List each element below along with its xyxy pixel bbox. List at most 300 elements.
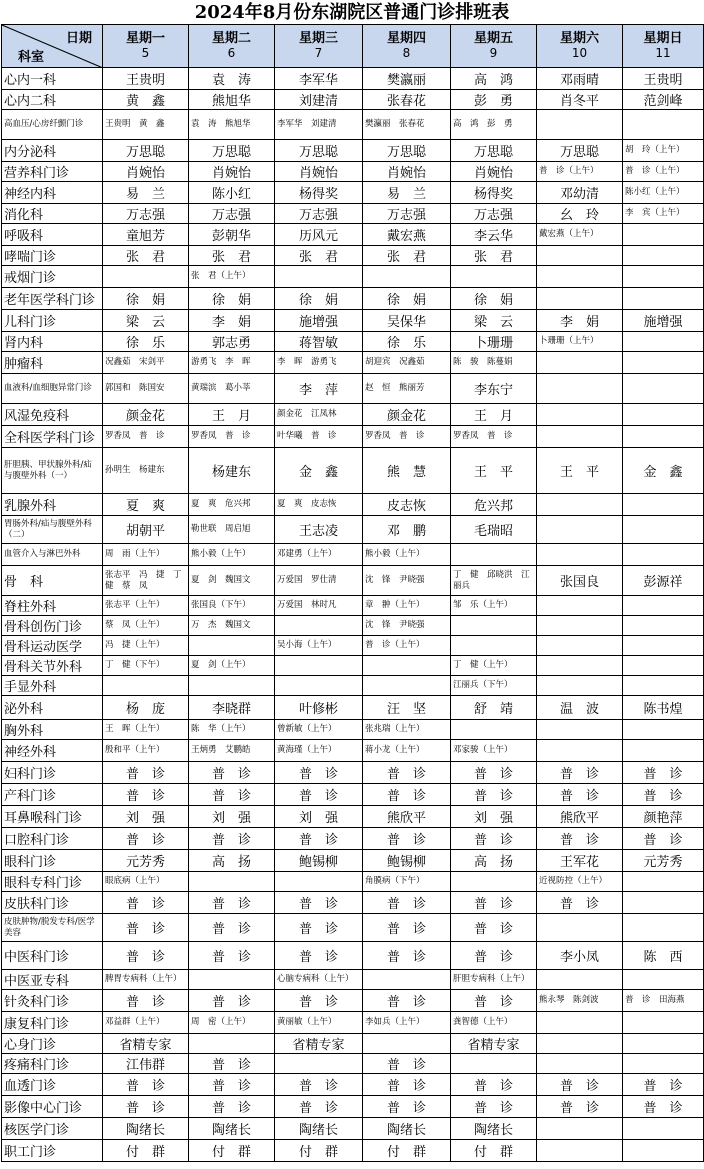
schedule-cell: 普 诊 [189,784,275,806]
schedule-cell: 李晓群 [189,696,275,720]
dept-name: 戒烟门诊 [2,266,103,288]
schedule-cell [275,656,363,676]
schedule-cell: 陈 骏 陈蔓娟 [451,352,537,374]
dept-name: 内分泌科 [2,140,103,162]
schedule-cell [623,1012,704,1034]
schedule-cell: 张兆瑞（上午） [363,720,451,740]
schedule-cell: 普 诊 [363,1054,451,1074]
schedule-cell: 张国良 [537,566,623,596]
schedule-cell [275,1054,363,1074]
schedule-cell: 普 诊 [103,892,189,914]
schedule-cell: 陈小红（上午） [623,182,704,204]
schedule-cell [275,616,363,636]
schedule-cell: 罗香凤 普 诊 [363,426,451,448]
schedule-cell: 角膜病（下午） [363,872,451,892]
schedule-cell: 普 诊 [363,942,451,970]
dept-row [2,1074,704,1096]
schedule-cell: 普 诊 [275,942,363,970]
dept-row [2,784,704,806]
schedule-cell: 曾新敏（上午） [275,720,363,740]
schedule-cell: 普 诊 [363,828,451,850]
schedule-cell [537,544,623,566]
dept-row [2,448,704,494]
schedule-cell: 普 诊 [537,828,623,850]
schedule-cell: 省精专家 [275,1034,363,1054]
schedule-cell: 徐 娟 [363,288,451,310]
schedule-cell: 李 宾（上午） [623,204,704,224]
schedule-cell: 普 诊 [103,828,189,850]
schedule-cell: 心脑专病科（上午） [275,970,363,990]
schedule-cell [275,872,363,892]
schedule-cell: 龚智德（上午） [451,1012,537,1034]
schedule-cell: 邓幼清 [537,182,623,204]
schedule-cell: 丁 健（上午） [451,656,537,676]
dept-row [2,872,704,892]
dept-name: 儿科门诊 [2,310,103,332]
schedule-cell: 王军花 [537,850,623,872]
dept-name: 血液科/血细胞异常门诊 [2,374,103,404]
dept-row [2,828,704,850]
schedule-cell: 万志强 [275,204,363,224]
date-label: 6 [227,46,236,60]
schedule-cell: 范剑峰 [623,90,704,110]
schedule-cell [537,1034,623,1054]
header-col-4 [363,25,451,68]
dept-row [2,374,704,404]
header-col-1 [103,25,189,68]
dept-row [2,266,704,288]
schedule-cell: 周 雨（上午） [103,544,189,566]
schedule-cell: 肖婉怡 [103,162,189,182]
schedule-cell [623,892,704,914]
weekday-label: 星期日 [643,31,683,46]
schedule-cell [451,872,537,892]
schedule-cell: 普 诊 [363,784,451,806]
dept-name: 核医学门诊 [2,1118,103,1140]
schedule-cell: 李 萍 [275,374,363,404]
schedule-cell: 普 诊 [103,990,189,1012]
schedule-cell [623,426,704,448]
schedule-cell [537,266,623,288]
schedule-cell [623,494,704,516]
schedule-cell [623,110,704,140]
dept-name: 脊柱外科 [2,596,103,616]
schedule-cell: 吴小海（上午） [275,636,363,656]
schedule-cell: 卜珊珊（上午） [537,332,623,352]
schedule-cell: 普 诊 [189,1054,275,1074]
schedule-cell [189,970,275,990]
schedule-cell: 况鑫茹 宋剑平 [103,352,189,374]
schedule-cell: 王 平 [537,448,623,494]
schedule-cell [363,1034,451,1054]
schedule-cell: 梁 云 [451,310,537,332]
dept-row [2,404,704,426]
dept-name: 神经内科 [2,182,103,204]
schedule-cell: 普 诊 [363,1096,451,1118]
schedule-cell: 易 兰 [363,182,451,204]
schedule-cell: 夏 剑（上午） [189,656,275,676]
schedule-cell: 勒世联 周启旭 [189,516,275,544]
schedule-cell [451,616,537,636]
dept-row [2,90,704,110]
date-label: 9 [489,46,498,60]
schedule-cell: 张 君（上午） [189,266,275,288]
dept-name: 中医亚专科 [2,970,103,990]
schedule-cell: 王 月 [189,404,275,426]
dept-name: 肝胆胰、甲状腺外科/疝与腹壁外科（一） [2,448,103,494]
schedule-cell [623,656,704,676]
weekday-label: 星期四 [386,31,426,46]
schedule-cell [537,494,623,516]
schedule-cell: 鲍锡柳 [363,850,451,872]
dept-name: 肿瘤科 [2,352,103,374]
schedule-cell: 汪 坚 [363,696,451,720]
schedule-cell [275,266,363,288]
schedule-cell: 张 君 [103,246,189,266]
dept-row [2,182,704,204]
dept-row [2,942,704,970]
schedule-cell: 杨得奖 [451,182,537,204]
dept-row [2,762,704,784]
schedule-cell: 陈小红 [189,182,275,204]
schedule-cell [537,1140,623,1162]
schedule-cell: 普 诊 [451,990,537,1012]
corner-cell [2,25,103,68]
dept-row [2,1034,704,1054]
schedule-cell: 张国良（下午） [189,596,275,616]
dept-name: 职工门诊 [2,1140,103,1162]
schedule-cell: 普 诊 [451,892,537,914]
schedule-cell [537,246,623,266]
schedule-cell: 王贵明 黄 鑫 [103,110,189,140]
schedule-cell: 黄丽敏（上午） [275,1012,363,1034]
weekday-label: 星期三 [298,31,338,46]
dept-name: 心内一科 [2,68,103,90]
schedule-cell: 普 诊 [451,828,537,850]
schedule-cell [189,676,275,696]
schedule-cell: 胡迎宾 况鑫茹 [363,352,451,374]
header-col-2 [189,25,275,68]
schedule-cell [537,656,623,676]
schedule-cell: 幺 玲 [537,204,623,224]
schedule-cell: 普 诊 [103,784,189,806]
dept-row [2,246,704,266]
schedule-cell: 李如兵（上午） [363,1012,451,1034]
schedule-cell [537,720,623,740]
schedule-cell: 普 诊 [623,784,704,806]
schedule-cell: 李 晖 游勇飞 [275,352,363,374]
corner-day-label: 日期 [65,31,92,46]
schedule-cell: 丁 健（下午） [103,656,189,676]
schedule-cell: 刘 强 [189,806,275,828]
schedule-cell [623,516,704,544]
schedule-cell: 杨 庞 [103,696,189,720]
schedule-cell [451,720,537,740]
dept-row [2,288,704,310]
schedule-cell: 皮志恢 [363,494,451,516]
schedule-cell [537,1118,623,1140]
schedule-cell [623,374,704,404]
schedule-cell: 普 诊 [103,1096,189,1118]
dept-row [2,110,704,140]
schedule-cell: 陈 西 [623,942,704,970]
schedule-cell: 邹 乐（上午） [451,596,537,616]
schedule-cell: 普 诊 [537,892,623,914]
dept-name: 呼吸科 [2,224,103,246]
schedule-cell: 施增强 [623,310,704,332]
schedule-cell: 陶绪长 [103,1118,189,1140]
schedule-cell: 邓 鹏 [363,516,451,544]
schedule-cell [103,676,189,696]
schedule-cell: 李云华 [451,224,537,246]
dept-row [2,1140,704,1162]
schedule-cell: 张 君 [363,246,451,266]
schedule-cell: 夏 爽 皮志恢 [275,494,363,516]
schedule-cell: 普 诊 [189,892,275,914]
schedule-cell: 徐 娟 [451,288,537,310]
dept-row [2,892,704,914]
schedule-cell: 郭国和 陈国安 [103,374,189,404]
dept-row [2,544,704,566]
dept-name: 疼痛科门诊 [2,1054,103,1074]
weekday-label: 星期一 [125,31,165,46]
schedule-cell: 万思聪 [537,140,623,162]
schedule-cell: 舒 靖 [451,696,537,720]
schedule-cell: 江丽兵（下午） [451,676,537,696]
schedule-cell: 肖婉怡 [363,162,451,182]
schedule-cell: 张志平（上午） [103,596,189,616]
schedule-cell [623,404,704,426]
schedule-cell [623,616,704,636]
schedule-cell: 普 诊 [537,1074,623,1096]
dept-row [2,676,704,696]
schedule-cell: 温 波 [537,696,623,720]
dept-name: 神经外科 [2,740,103,762]
schedule-cell: 袁 涛 [189,68,275,90]
schedule-cell: 省精专家 [451,1034,537,1054]
dept-row [2,426,704,448]
dept-row [2,990,704,1012]
schedule-cell: 普 诊 [363,990,451,1012]
schedule-cell [623,352,704,374]
schedule-cell: 陈 华（上午） [189,720,275,740]
schedule-cell: 樊瀛丽 张春花 [363,110,451,140]
schedule-cell: 元芳秀 [623,850,704,872]
schedule-cell [537,352,623,374]
schedule-cell: 徐 乐 [363,332,451,352]
schedule-cell: 陶绪长 [451,1118,537,1140]
dept-name: 口腔科门诊 [2,828,103,850]
schedule-cell: 沈 锋 尹晓强 [363,616,451,636]
dept-row [2,68,704,90]
schedule-cell: 王 晖（上午） [103,720,189,740]
schedule-cell [189,636,275,656]
dept-row [2,494,704,516]
date-label: 7 [314,46,323,60]
schedule-cell: 熊小毅（上午） [363,544,451,566]
schedule-cell: 施增强 [275,310,363,332]
schedule-cell [623,636,704,656]
dept-row [2,352,704,374]
schedule-cell: 普 诊 [275,1096,363,1118]
schedule-cell: 沈 锋 尹晓强 [363,566,451,596]
schedule-cell: 普 诊 [623,1074,704,1096]
schedule-cell [537,110,623,140]
schedule-cell: 万思聪 [451,140,537,162]
schedule-cell: 郭志勇 [189,332,275,352]
schedule-cell: 普 诊 [451,762,537,784]
dept-row [2,616,704,636]
schedule-cell: 万志强 [363,204,451,224]
schedule-cell: 普 诊（上午） [363,636,451,656]
schedule-cell: 普 诊 [275,828,363,850]
schedule-cell: 夏 爽 危兴邦 [189,494,275,516]
schedule-cell [103,266,189,288]
schedule-cell [623,1054,704,1074]
schedule-cell [537,914,623,942]
schedule-cell: 徐 娟 [103,288,189,310]
schedule-cell: 杨建东 [189,448,275,494]
schedule-cell: 普 诊 [275,990,363,1012]
schedule-cell: 肖婉怡 [189,162,275,182]
schedule-cell: 普 诊 [189,1074,275,1096]
dept-row [2,140,704,162]
schedule-cell: 普 诊 [189,762,275,784]
schedule-cell: 彭 勇 [451,90,537,110]
dept-name: 营养科门诊 [2,162,103,182]
schedule-cell: 普 诊 [451,784,537,806]
dept-row [2,516,704,544]
schedule-cell [537,970,623,990]
schedule-cell: 徐 娟 [275,288,363,310]
schedule-cell: 游勇飞 李 晖 [189,352,275,374]
schedule-cell: 樊瀛丽 [363,68,451,90]
date-label: 11 [655,46,671,60]
dept-name: 影像中心门诊 [2,1096,103,1118]
schedule-cell: 元芳秀 [103,850,189,872]
dept-row [2,1012,704,1034]
schedule-cell: 付 群 [275,1140,363,1162]
schedule-cell [363,656,451,676]
dept-name: 产科门诊 [2,784,103,806]
schedule-cell: 罗香凤 普 诊 [189,426,275,448]
schedule-cell: 袁 涛 熊旭华 [189,110,275,140]
schedule-cell: 普 诊 [363,914,451,942]
dept-name: 消化科 [2,204,103,224]
schedule-cell: 易 兰 [103,182,189,204]
schedule-cell [623,246,704,266]
schedule-cell [537,636,623,656]
schedule-cell: 肖婉怡 [275,162,363,182]
dept-row [2,696,704,720]
dept-row [2,1118,704,1140]
schedule-cell: 普 诊 [275,914,363,942]
schedule-cell [537,616,623,636]
schedule-cell: 普 诊 [623,1096,704,1118]
dept-row [2,806,704,828]
dept-row [2,636,704,656]
schedule-cell: 省精专家 [103,1034,189,1054]
schedule-cell: 丁 健 邱晓洪 江丽兵 [451,566,537,596]
schedule-cell: 万思聪 [189,140,275,162]
schedule-cell: 王贵明 [623,68,704,90]
schedule-cell: 张 君 [275,246,363,266]
schedule-cell: 普 诊 [623,762,704,784]
schedule-cell: 高 鸿 [451,68,537,90]
schedule-cell: 肖婉怡 [451,162,537,182]
schedule-cell [537,1054,623,1074]
schedule-cell: 陈书煌 [623,696,704,720]
schedule-cell: 王志凌 [275,516,363,544]
schedule-cell: 邓益群（上午） [103,1012,189,1034]
schedule-cell: 蔡 凤（上午） [103,616,189,636]
schedule-cell [451,266,537,288]
dept-name: 耳鼻喉科门诊 [2,806,103,828]
dept-row [2,596,704,616]
schedule-cell: 刘建清 [275,90,363,110]
dept-name: 泌外科 [2,696,103,720]
schedule-cell: 普 诊 [103,762,189,784]
schedule-cell: 李 娟 [189,310,275,332]
schedule-cell: 夏 爽 [103,494,189,516]
schedule-cell: 刘 强 [451,806,537,828]
schedule-table [1,24,704,1162]
schedule-cell: 颜金花 [103,404,189,426]
schedule-cell: 戴宏燕 [363,224,451,246]
schedule-cell [537,516,623,544]
dept-row [2,162,704,182]
schedule-cell: 孙明生 杨建东 [103,448,189,494]
schedule-cell: 李军华 [275,68,363,90]
schedule-cell: 胡朝平 [103,516,189,544]
schedule-cell: 付 群 [103,1140,189,1162]
schedule-cell: 普 诊 [451,914,537,942]
dept-name: 骨科运动医学 [2,636,103,656]
schedule-cell: 普 诊 田海燕 [623,990,704,1012]
schedule-cell [623,1118,704,1140]
schedule-cell [537,426,623,448]
schedule-cell [537,374,623,404]
schedule-cell: 付 群 [189,1140,275,1162]
weekday-label: 星期二 [211,31,251,46]
dept-row [2,720,704,740]
schedule-cell: 高 鸿 彭 勇 [451,110,537,140]
schedule-cell: 普 诊（上午） [537,162,623,182]
schedule-cell [537,1012,623,1034]
date-label: 10 [571,46,588,60]
dept-row [2,332,704,352]
dept-row [2,656,704,676]
schedule-cell [537,676,623,696]
schedule-cell: 普 诊 [103,914,189,942]
schedule-cell: 罗香凤 普 诊 [103,426,189,448]
schedule-cell: 蒋小龙（上午） [363,740,451,762]
schedule-cell: 黄瑞滨 葛小莘 [189,374,275,404]
schedule-cell: 肖冬平 [537,90,623,110]
schedule-cell [537,288,623,310]
schedule-cell: 颜金花 江凤林 [275,404,363,426]
dept-row [2,204,704,224]
schedule-cell: 普 诊 [451,1074,537,1096]
dept-name: 胃肠外科/疝与腹壁外科（二） [2,516,103,544]
schedule-cell: 张 君 [189,246,275,266]
dept-row [2,1096,704,1118]
dept-name: 全科医学科门诊 [2,426,103,448]
schedule-cell [623,740,704,762]
schedule-cell: 刘 强 [103,806,189,828]
schedule-cell: 高 扬 [451,850,537,872]
schedule-cell: 戴宏燕（上午） [537,224,623,246]
